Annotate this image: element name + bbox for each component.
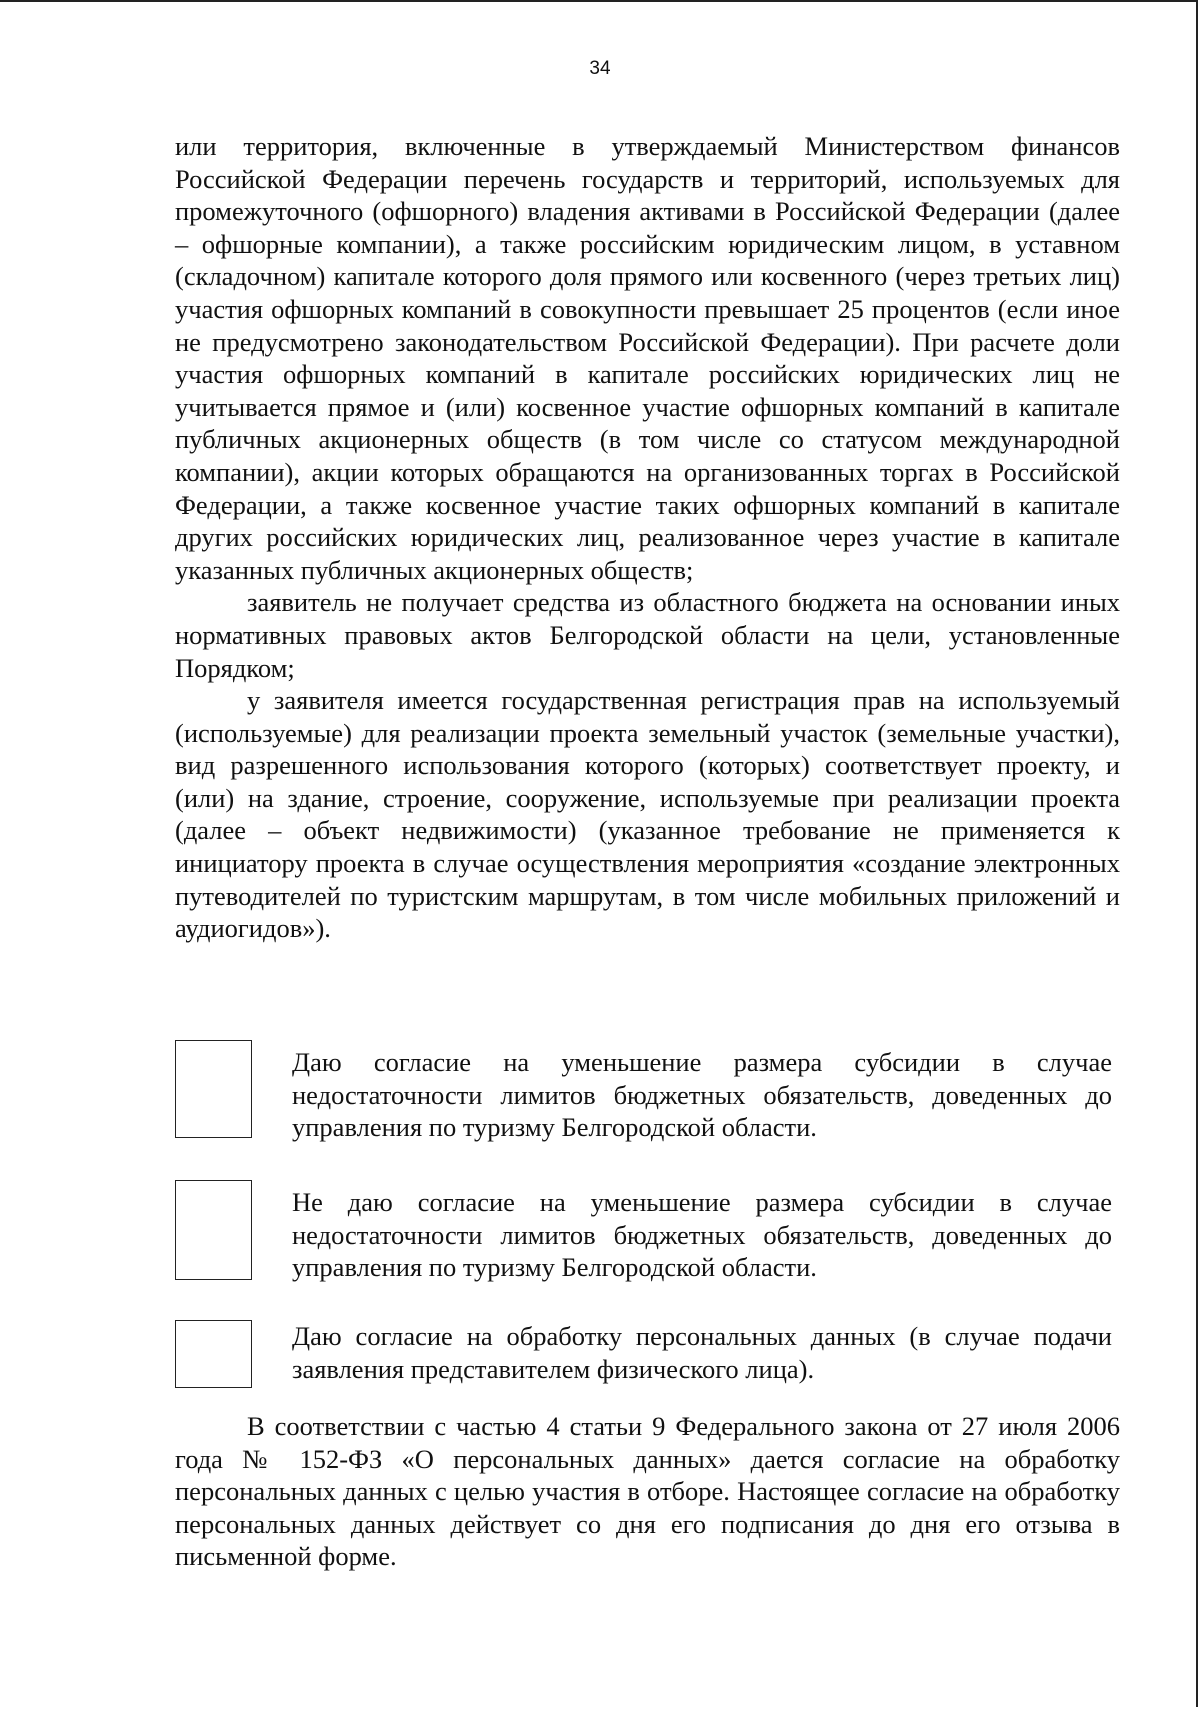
no-consent-reduction-checkbox[interactable]: [175, 1180, 252, 1280]
paragraph-offshore: или территория, включенные в утверждаемый Министерством финансов Российской Федерации перечень государств и территорий, используемых для промежуточного (офшорного) владения активами в Российской Федерации (далее – офшорные компании), а также российским юридическим лицом, в уставном (складочном) капитале которого доля прямого или косвенного (через третьих лиц) участия офшорных компаний в совокупности превышает 25 процентов (если иное не предусмотрено законодательством Российской Федерации). При расчете доли участия офшорных компаний в капитале российских юридических лиц не учитывается прямое и (или) косвенное участие офшорных компаний в капитале публичных акционерных обществ (в том числе со статусом международной компании), акции которых обращаются на организованных торгах в Российской Федерации, а также косвенное участие таких офшорных компаний в капитале других российских юридических лиц, реализованное через участие в капитале указанных публичных акционерных обществ;: [175, 131, 1120, 585]
consent-reduction-label: Даю согласие на уменьшение размера субсидии в случае недостаточности лимитов бюджетных обязательств, доведенных до управления по туризму Белгородской области.: [292, 1047, 1112, 1143]
paragraph-personal-data-law: В соответствии с частью 4 статьи 9 Федерального закона от 27 июля 2006 года № 152-ФЗ «О персональных данных» дается согласие на обработку персональных данных с целью участия в отборе. Настоящее согласие на обработку персональных данных действует со дня его подписания до дня его отзыва в письменной форме.: [175, 1411, 1120, 1572]
consent-personal-data-label: Даю согласие на обработку персональных данных (в случае подачи заявления представителем физического лица).: [292, 1321, 1112, 1384]
closing-text: [175, 1410, 1120, 1573]
page-number: 34: [589, 58, 611, 79]
consent-personal-data-checkbox[interactable]: [175, 1320, 252, 1388]
no-consent-reduction-label: Не даю согласие на уменьшение размера субсидии в случае недостаточности лимитов бюджетных обязательств, доведенных до управления по туризму Белгородской области.: [292, 1187, 1112, 1283]
main-text: [175, 130, 1120, 945]
paragraph-no-budget-funds: заявитель не получает средства из областного бюджета на основании иных нормативных правовых актов Белгородской области на цели, установленные Порядком;: [175, 587, 1120, 683]
paragraph-property-registration: у заявителя имеется государственная регистрация прав на используемый (используемые) для реализации проекта земельный участок (земельные участки), вид разрешенного использования которого (которых) соответствует проекту, и (или) на здание, строение, сооружение, используемые при реализации проекта (далее – объект недвижимости) (указанное требование не применяется к инициатору проекта в случае осуществления мероприятия «создание электронных путеводителей по туристским маршрутам, в том числе мобильных приложений и аудиогидов»).: [175, 685, 1120, 944]
consent-reduction-checkbox[interactable]: [175, 1040, 252, 1138]
